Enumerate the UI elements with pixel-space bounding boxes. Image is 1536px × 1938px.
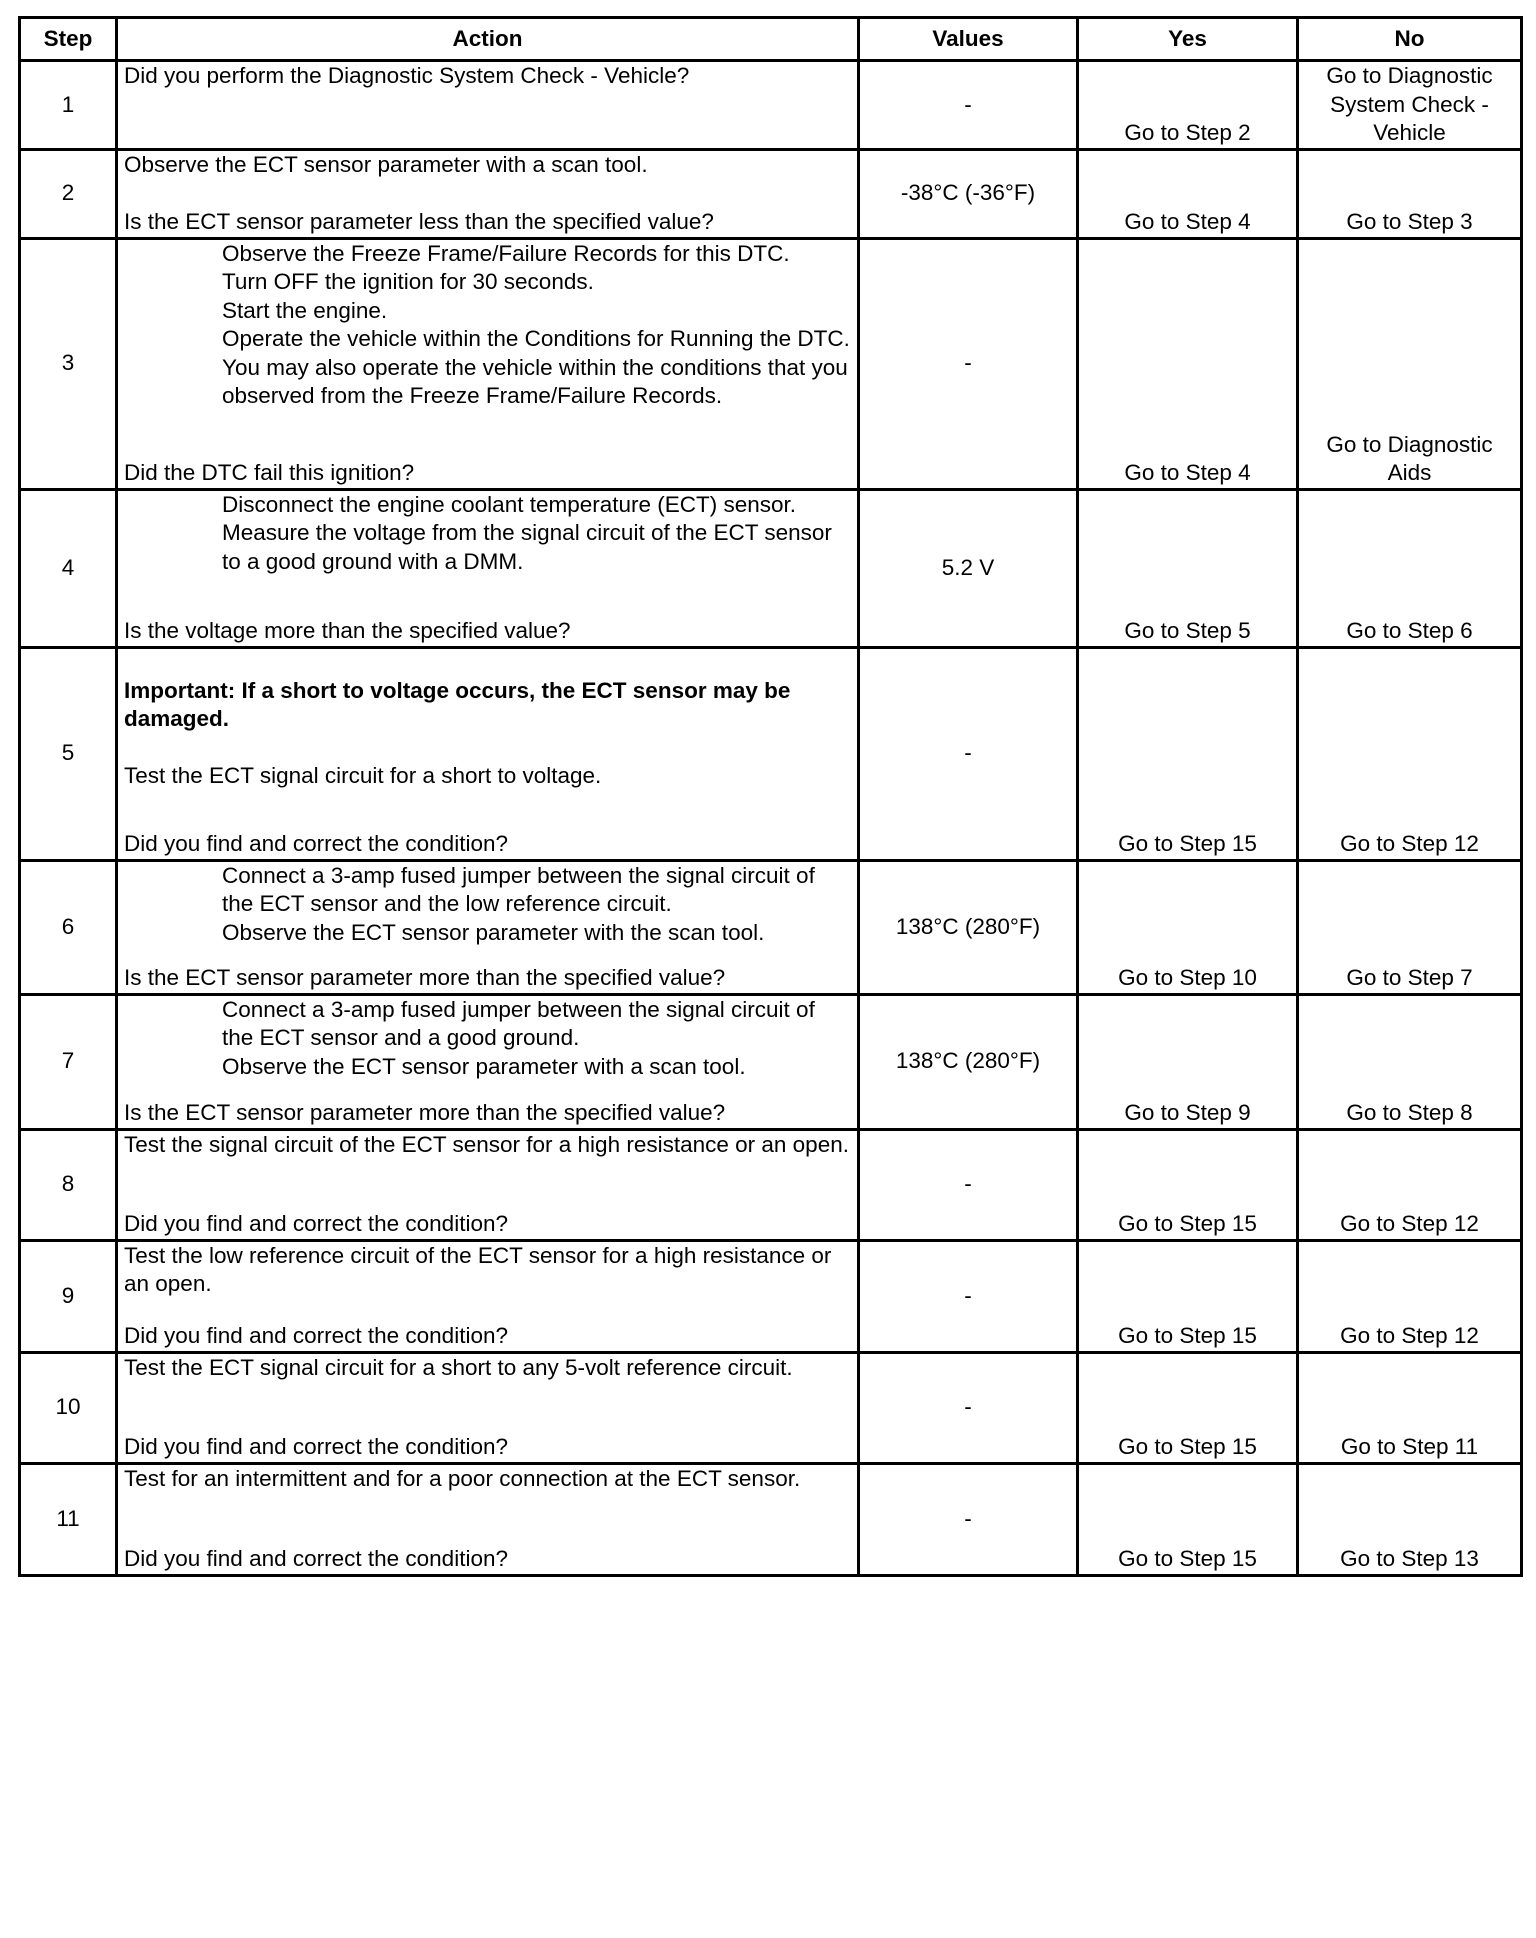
step-number: 5 <box>20 647 117 860</box>
yes-cell: Go to Step 10 <box>1078 860 1298 994</box>
yes-cell: Go to Step 2 <box>1078 61 1298 150</box>
value-cell: - <box>859 1240 1078 1352</box>
instruction-list <box>222 862 851 948</box>
instruction-item: Observe the ECT sensor parameter with a scan tool. <box>222 1053 746 1079</box>
yes-cell: Go to Step 4 <box>1078 149 1298 238</box>
action-cell <box>117 860 859 994</box>
header-values: Values <box>859 18 1078 61</box>
value-cell: 138°C (280°F) <box>859 860 1078 994</box>
yes-cell: Go to Step 15 <box>1078 1129 1298 1240</box>
table-row <box>20 994 1522 1129</box>
action-question: Did you find and correct the condition? <box>124 1546 508 1571</box>
instruction-item: Operate the vehicle within the Conditions for Running the DTC. You may also operate the vehicle within the conditions that you observed from the Freeze Frame/Failure Records. <box>222 326 850 408</box>
action-top <box>124 1465 851 1494</box>
table-row <box>20 1240 1522 1352</box>
header-action: Action <box>117 18 859 61</box>
action-top <box>124 240 851 411</box>
header-step: Step <box>20 18 117 61</box>
instruction-item: Connect a 3-amp fused jumper between the signal circuit of the ECT sensor and the low reference circuit. <box>222 862 815 916</box>
action-question: Did the DTC fail this ignition? <box>124 460 415 485</box>
diagnostic-table <box>18 16 1523 1577</box>
action-text: Test for an intermittent and for a poor connection at the ECT sensor. <box>124 1465 801 1491</box>
step-number: 8 <box>20 1129 117 1240</box>
table-row <box>20 1129 1522 1240</box>
spacer <box>124 734 851 762</box>
no-cell: Go to Step 8 <box>1298 994 1522 1129</box>
value-cell: - <box>859 61 1078 150</box>
step-number: 7 <box>20 994 117 1129</box>
instruction-list <box>222 240 851 411</box>
action-content <box>124 1354 851 1462</box>
value-cell: - <box>859 1463 1078 1575</box>
header-yes: Yes <box>1078 18 1298 61</box>
spacer <box>124 649 851 677</box>
step-number: 10 <box>20 1352 117 1463</box>
action-text: Test the ECT signal circuit for a short to any 5-volt reference circuit. <box>124 1354 793 1380</box>
action-content <box>124 1242 851 1351</box>
no-cell: Go to Step 12 <box>1298 1240 1522 1352</box>
instruction-item: Measure the voltage from the signal circuit of the ECT sensor to a good ground with a DMM. <box>222 520 832 574</box>
table-row <box>20 1352 1522 1463</box>
value-cell: 5.2 V <box>859 489 1078 647</box>
action-question: Did you find and correct the condition? <box>124 831 508 856</box>
table-row <box>20 238 1522 489</box>
yes-cell: Go to Step 4 <box>1078 238 1298 489</box>
action-top <box>124 649 851 791</box>
table-row <box>20 860 1522 994</box>
instruction-item: Observe the Freeze Frame/Failure Records for this DTC. <box>222 240 790 266</box>
action-cell <box>117 1352 859 1463</box>
action-question: Is the ECT sensor parameter more than the specified value? <box>124 1100 726 1125</box>
value-cell: - <box>859 647 1078 860</box>
yes-cell: Go to Step 15 <box>1078 1463 1298 1575</box>
table-row <box>20 149 1522 238</box>
instruction-list <box>222 491 851 577</box>
yes-cell: Go to Step 15 <box>1078 1240 1298 1352</box>
step-number: 9 <box>20 1240 117 1352</box>
action-top <box>124 862 851 948</box>
step-number: 11 <box>20 1463 117 1575</box>
action-content <box>124 1465 851 1574</box>
action-question: Did you find and correct the condition? <box>124 1434 508 1459</box>
action-cell <box>117 238 859 489</box>
no-cell: Go to Step 12 <box>1298 1129 1522 1240</box>
action-top <box>124 1131 851 1160</box>
action-question: Did you find and correct the condition? <box>124 1323 508 1348</box>
action-cell <box>117 1129 859 1240</box>
table-row <box>20 489 1522 647</box>
step-number: 2 <box>20 149 117 238</box>
no-cell: Go to Diagnostic Aids <box>1298 238 1522 489</box>
action-text: Test the ECT signal circuit for a short to voltage. <box>124 762 602 788</box>
action-cell <box>117 1240 859 1352</box>
action-question: Is the voltage more than the specified value? <box>124 618 571 643</box>
action-question: Is the ECT sensor parameter less than the specified value? <box>124 209 714 234</box>
instruction-item: Start the engine. <box>222 297 388 323</box>
action-cell <box>117 994 859 1129</box>
action-top <box>124 1242 851 1299</box>
yes-cell: Go to Step 15 <box>1078 1352 1298 1463</box>
action-cell <box>117 489 859 647</box>
no-cell: Go to Diagnostic System Check - Vehicle <box>1298 61 1522 150</box>
no-cell: Go to Step 7 <box>1298 860 1522 994</box>
step-number: 1 <box>20 61 117 150</box>
no-cell: Go to Step 12 <box>1298 647 1522 860</box>
value-cell: - <box>859 1352 1078 1463</box>
table-row <box>20 1463 1522 1575</box>
important-note: Important: If a short to voltage occurs, the ECT sensor may be damaged. <box>124 677 791 731</box>
action-content <box>124 151 851 237</box>
header-row <box>20 18 1522 61</box>
action-top <box>124 491 851 577</box>
action-text: Observe the ECT sensor parameter with a scan tool. <box>124 151 648 177</box>
action-text: Did you perform the Diagnostic System Check - Vehicle? <box>124 63 690 88</box>
action-question: Did you find and correct the condition? <box>124 1211 508 1236</box>
no-cell: Go to Step 3 <box>1298 149 1522 238</box>
no-cell: Go to Step 6 <box>1298 489 1522 647</box>
instruction-item: Disconnect the engine coolant temperature (ECT) sensor. <box>222 491 797 517</box>
value-cell: - <box>859 238 1078 489</box>
no-cell: Go to Step 13 <box>1298 1463 1522 1575</box>
value-cell: -38°C (-36°F) <box>859 149 1078 238</box>
header-no: No <box>1298 18 1522 61</box>
action-content <box>124 996 851 1128</box>
action-content <box>124 491 851 646</box>
instruction-item: Turn OFF the ignition for 30 seconds. <box>222 269 594 294</box>
step-number: 4 <box>20 489 117 647</box>
step-number: 6 <box>20 860 117 994</box>
action-text: Test the signal circuit of the ECT sensor for a high resistance or an open. <box>124 1131 849 1157</box>
action-content <box>124 649 851 859</box>
action-cell <box>117 149 859 238</box>
value-cell: - <box>859 1129 1078 1240</box>
action-text: Test the low reference circuit of the ECT sensor for a high resistance or an open. <box>124 1242 832 1296</box>
action-top <box>124 996 851 1082</box>
step-number: 3 <box>20 238 117 489</box>
action-content <box>124 240 851 488</box>
instruction-item: Observe the ECT sensor parameter with the scan tool. <box>222 919 765 945</box>
yes-cell: Go to Step 15 <box>1078 647 1298 860</box>
table-row <box>20 647 1522 860</box>
action-top <box>124 62 851 91</box>
action-content <box>124 62 851 148</box>
action-content <box>124 862 851 993</box>
yes-cell: Go to Step 5 <box>1078 489 1298 647</box>
instruction-list <box>222 996 851 1082</box>
action-cell <box>117 1463 859 1575</box>
table-row <box>20 61 1522 150</box>
action-content <box>124 1131 851 1239</box>
instruction-item: Connect a 3-amp fused jumper between the signal circuit of the ECT sensor and a good ground. <box>222 996 815 1050</box>
action-top <box>124 1354 851 1383</box>
action-question: Is the ECT sensor parameter more than the specified value? <box>124 965 726 990</box>
value-cell: 138°C (280°F) <box>859 994 1078 1129</box>
action-cell <box>117 61 859 150</box>
action-cell <box>117 647 859 860</box>
no-cell: Go to Step 11 <box>1298 1352 1522 1463</box>
yes-cell: Go to Step 9 <box>1078 994 1298 1129</box>
action-top <box>124 151 851 180</box>
